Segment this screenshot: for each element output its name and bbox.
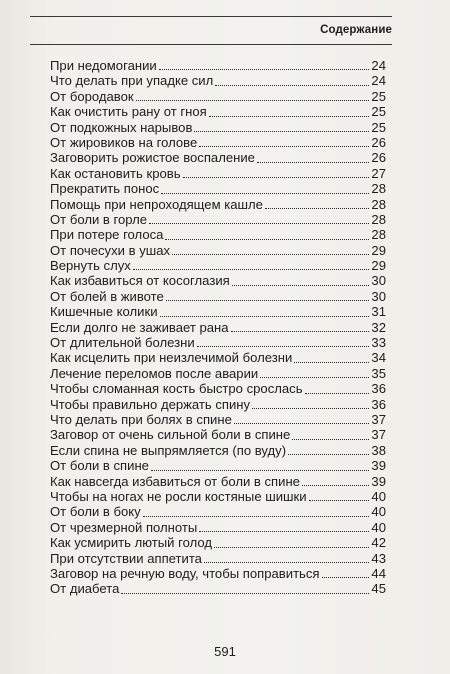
dot-leader <box>260 376 369 378</box>
toc-entry-page: 30 <box>371 288 386 304</box>
header-rule-bottom <box>30 44 392 45</box>
dot-leader <box>265 207 369 209</box>
toc-entry <box>50 520 386 535</box>
toc-entry <box>50 381 386 396</box>
dot-leader <box>151 469 369 471</box>
toc-entry-title: Как избавиться от косоглазия <box>50 273 230 289</box>
dot-leader <box>209 115 370 117</box>
toc-entry-page: 36 <box>371 396 386 412</box>
dot-leader <box>234 422 370 424</box>
toc-entry-title: Как остановить кровь <box>50 165 181 181</box>
dot-leader <box>160 315 370 317</box>
dot-leader <box>161 192 369 194</box>
toc-entry <box>50 273 386 288</box>
toc-entry-page: 29 <box>371 258 386 274</box>
toc-entry <box>50 243 386 258</box>
dot-leader <box>231 330 370 332</box>
toc-entry-page: 37 <box>371 427 386 443</box>
toc-entry <box>50 489 386 504</box>
toc-entry-page: 39 <box>371 473 386 489</box>
dot-leader <box>166 299 370 301</box>
toc-entry <box>50 458 386 473</box>
toc-entry <box>50 350 386 365</box>
toc-entry-title: Заговор на речную воду, чтобы поправиться <box>50 565 320 581</box>
toc-entry-title: От подкожных нарывов <box>50 119 193 135</box>
toc-entry-page: 28 <box>371 181 386 197</box>
toc-entry-page: 28 <box>371 196 386 212</box>
toc-entry-title: Как навсегда избавиться от боли в спине <box>50 473 300 489</box>
toc-entry <box>50 504 386 519</box>
dot-leader <box>292 438 369 440</box>
dot-leader <box>215 84 369 86</box>
toc-entry-title: Кишечные колики <box>50 304 158 320</box>
toc-entry-title: Что делать при болях в спине <box>50 411 232 427</box>
toc-entry-page: 32 <box>371 319 386 335</box>
toc-entry <box>50 535 386 550</box>
toc-entry-title: От диабета <box>50 581 120 597</box>
toc-entry <box>50 289 386 304</box>
toc-entry <box>50 443 386 458</box>
toc-entry-page: 27 <box>371 165 386 181</box>
toc-entry <box>50 397 386 412</box>
toc-entry <box>50 89 386 104</box>
dot-leader <box>288 453 369 455</box>
dot-leader <box>143 515 370 517</box>
toc-entry-page: 28 <box>371 211 386 227</box>
toc-entry-title: Чтобы правильно держать спину <box>50 396 251 412</box>
toc-entry <box>50 335 386 350</box>
toc-entry-title: Помощь при непроходящем кашле <box>50 196 263 212</box>
toc-entry-page: 25 <box>371 88 386 104</box>
toc-entry <box>50 304 386 319</box>
page-number: 591 <box>214 644 236 659</box>
dot-leader <box>232 284 370 286</box>
toc-entry-title: При потере голоса <box>50 227 164 243</box>
toc-entry-page: 36 <box>371 381 386 397</box>
toc-entry <box>50 258 386 273</box>
toc-entry <box>50 320 386 335</box>
dot-leader <box>204 561 369 563</box>
toc-entry-page: 37 <box>371 411 386 427</box>
toc-entry-title: Чтобы сломанная кость быстро срослась <box>50 381 303 397</box>
toc-entry-title: Лечение переломов после аварии <box>50 365 259 381</box>
toc-entry <box>50 58 386 73</box>
dot-leader <box>149 222 369 224</box>
toc-entry-page: 44 <box>371 565 386 581</box>
toc-entry-title: От болей в животе <box>50 288 164 304</box>
running-header <box>30 14 392 48</box>
toc-entry-title: Как исцелить при неизлечимой болезни <box>50 350 293 366</box>
dot-leader <box>294 361 369 363</box>
toc-entry <box>50 412 386 427</box>
dot-leader <box>197 345 370 347</box>
toc-entry-page: 25 <box>371 119 386 135</box>
dot-leader <box>133 268 370 270</box>
toc-entry-page: 24 <box>371 58 386 73</box>
dot-leader <box>165 238 369 240</box>
header-rule-top <box>30 16 392 17</box>
toc-entry-title: Вернуть слух <box>50 258 131 274</box>
dot-leader <box>305 392 370 394</box>
toc-entry <box>50 104 386 119</box>
toc-entry-page: 35 <box>371 365 386 381</box>
toc-entry-title: Заговорить рожистое воспаление <box>50 150 255 166</box>
toc-entry <box>50 227 386 242</box>
toc-entry-title: От боли в боку <box>50 504 141 520</box>
dot-leader <box>194 130 369 132</box>
toc-entry <box>50 197 386 212</box>
toc-entry-page: 26 <box>371 134 386 150</box>
toc-entry <box>50 366 386 381</box>
dot-leader <box>121 592 369 594</box>
toc-entry <box>50 150 386 165</box>
toc-entry-title: От чрезмерной полноты <box>50 519 198 535</box>
dot-leader <box>159 68 370 70</box>
toc-entry-title: От жировиков на голове <box>50 134 198 150</box>
dot-leader <box>172 253 369 255</box>
dot-leader <box>302 484 369 486</box>
toc-entry <box>50 566 386 581</box>
toc-entry <box>50 551 386 566</box>
toc-entry-page: 42 <box>371 535 386 551</box>
toc-entry-title: От боли в горле <box>50 211 148 227</box>
toc-entry-title: Если долго не заживает рана <box>50 319 229 335</box>
toc-entry-title: Как очистить рану от гноя <box>50 104 207 120</box>
toc-entry-page: 34 <box>371 350 386 366</box>
toc-entry <box>50 212 386 227</box>
dot-leader <box>183 176 370 178</box>
toc-entry-page: 31 <box>371 304 386 320</box>
toc-entry <box>50 581 386 596</box>
table-of-contents <box>50 58 386 597</box>
toc-entry-page: 39 <box>371 458 386 474</box>
toc-entry-page: 40 <box>371 488 386 504</box>
toc-entry <box>50 166 386 181</box>
toc-entry-title: От длительной болезни <box>50 335 195 351</box>
dot-leader <box>199 145 369 147</box>
toc-entry-page: 24 <box>371 73 386 89</box>
toc-entry-title: При отсутствии аппетита <box>50 550 202 566</box>
toc-entry <box>50 135 386 150</box>
toc-entry-page: 40 <box>371 519 386 535</box>
toc-entry <box>50 474 386 489</box>
toc-entry <box>50 120 386 135</box>
toc-entry-title: От боли в спине <box>50 458 149 474</box>
toc-entry-title: Что делать при упадке сил <box>50 73 214 89</box>
dot-leader <box>309 499 370 501</box>
toc-entry-page: 29 <box>371 242 386 258</box>
toc-entry <box>50 73 386 88</box>
dot-leader <box>257 161 369 163</box>
toc-entry-title: Прекратить понос <box>50 181 160 197</box>
toc-entry-page: 43 <box>371 550 386 566</box>
toc-entry-page: 33 <box>371 335 386 351</box>
toc-entry-page: 40 <box>371 504 386 520</box>
toc-entry-page: 26 <box>371 150 386 166</box>
toc-entry-title: От почесухи в ушах <box>50 242 171 258</box>
dot-leader <box>214 546 369 548</box>
dot-leader <box>136 99 370 101</box>
dot-leader <box>199 530 369 532</box>
toc-entry-page: 25 <box>371 104 386 120</box>
toc-entry-title: При недомогании <box>50 58 157 73</box>
toc-entry-title: Заговор от очень сильной боли в спине <box>50 427 291 443</box>
dot-leader <box>252 407 369 409</box>
toc-entry <box>50 181 386 196</box>
toc-entry-page: 45 <box>371 581 386 597</box>
toc-entry <box>50 427 386 442</box>
toc-entry-title: Чтобы на ногах не росли костяные шишки <box>50 488 307 504</box>
toc-entry-title: Как усмирить лютый голод <box>50 535 213 551</box>
toc-entry-page: 28 <box>371 227 386 243</box>
dot-leader <box>322 576 370 578</box>
toc-entry-page: 38 <box>371 442 386 458</box>
toc-entry-title: От бородавок <box>50 88 134 104</box>
toc-entry-title: Если спина не выпрямляется (по вуду) <box>50 442 287 458</box>
section-title: Содержание <box>320 24 392 36</box>
toc-entry-page: 30 <box>371 273 386 289</box>
